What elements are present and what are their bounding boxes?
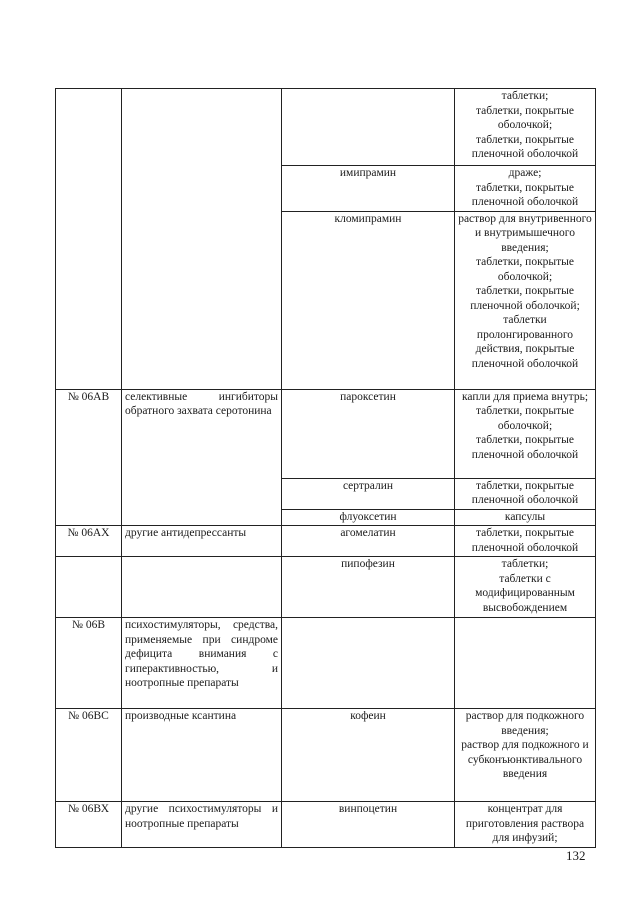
dosage-form-text: раствор для подкожного введения; раствор для подкожного и субконъюнктивального введения xyxy=(461,710,589,780)
dosage-form-text: таблетки, покрытые пленочной оболочкой xyxy=(471,527,579,554)
table-row xyxy=(56,709,596,802)
dosage-form-cell xyxy=(455,557,596,618)
dosage-form-cell xyxy=(455,618,596,709)
dosage-form-cell xyxy=(455,166,596,212)
drug-name-cell: агомелатин xyxy=(282,526,455,557)
atc-code-cell xyxy=(56,89,122,390)
page-number: 132 xyxy=(566,848,586,863)
dosage-form-cell xyxy=(455,509,596,526)
atc-code-cell xyxy=(56,557,122,618)
drug-name-cell xyxy=(282,89,455,166)
pharmacological-group-cell: производные ксантина xyxy=(122,709,282,802)
dosage-form-text: таблетки; таблетки с модифицированным высвобождением xyxy=(475,558,575,614)
drug-name-cell: винпоцетин xyxy=(282,802,455,848)
table-row xyxy=(56,89,596,166)
dosage-form-text: раствор для внутривенного и внутримышечного введения; таблетки, покрытые оболочкой; таблетки, покрытые пленочной оболочкой; таблетки пролонгированного действия, покрытые пленочной оболочкой xyxy=(458,212,592,370)
atc-code-cell: № 06ВС xyxy=(56,709,122,802)
pharmacological-group-cell: психостимуляторы, средства, применяемые при синдроме дефицита внимания с гиперактивностью, и ноотропные препараты xyxy=(122,618,282,709)
drug-name-cell: имипрамин xyxy=(282,166,455,212)
pharmacological-group-cell: селективные ингибиторы обратного захвата серотонина xyxy=(122,389,282,526)
dosage-form-text: таблетки, покрытые пленочной оболочкой xyxy=(471,479,579,506)
dosage-form-text: концентрат для приготовления раствора для инфузий; xyxy=(465,803,585,844)
drug-name-cell: пипофезин xyxy=(282,557,455,618)
atc-code-cell: № 06АВ xyxy=(56,389,122,526)
table-row xyxy=(56,557,596,618)
drug-name-cell: кофеин xyxy=(282,709,455,802)
dosage-form-cell xyxy=(455,478,596,509)
table-row xyxy=(56,526,596,557)
table-row xyxy=(56,802,596,848)
dosage-form-cell xyxy=(455,526,596,557)
drug-name-cell: пароксетин xyxy=(282,389,455,478)
drug-name-cell: кломипрамин xyxy=(282,211,455,389)
atc-code-cell: № 06В xyxy=(56,618,122,709)
dosage-form-cell xyxy=(455,709,596,802)
drug-name-cell: сертралин xyxy=(282,478,455,509)
drug-name-cell xyxy=(282,618,455,709)
table-row xyxy=(56,618,596,709)
drug-name-cell: флуоксетин xyxy=(282,509,455,526)
atc-code-cell: № 06ВХ xyxy=(56,802,122,848)
pharmacological-group-cell: другие психостимуляторы и ноотропные препараты xyxy=(122,802,282,848)
dosage-form-text: таблетки; таблетки, покрытые оболочкой; таблетки, покрытые пленочной оболочкой xyxy=(471,90,579,160)
dosage-form-text: капли для приема внутрь; таблетки, покрытые оболочкой; таблетки, покрытые пленочной оболочкой xyxy=(461,390,589,461)
dosage-form-cell xyxy=(455,389,596,478)
dosage-form-cell xyxy=(455,211,596,389)
pharmacological-group-cell: другие антидепрессанты xyxy=(122,526,282,557)
dosage-form-cell xyxy=(455,802,596,848)
pharmacological-group-cell xyxy=(122,89,282,390)
drug-classification-table xyxy=(55,88,596,848)
atc-code-cell: № 06АХ xyxy=(56,526,122,557)
dosage-form-text: драже; таблетки, покрытые пленочной оболочкой xyxy=(471,167,579,208)
dosage-form-cell xyxy=(455,89,596,166)
pharmacological-group-cell xyxy=(122,557,282,618)
table-row xyxy=(56,389,596,478)
dosage-form-text: капсулы xyxy=(504,510,546,523)
